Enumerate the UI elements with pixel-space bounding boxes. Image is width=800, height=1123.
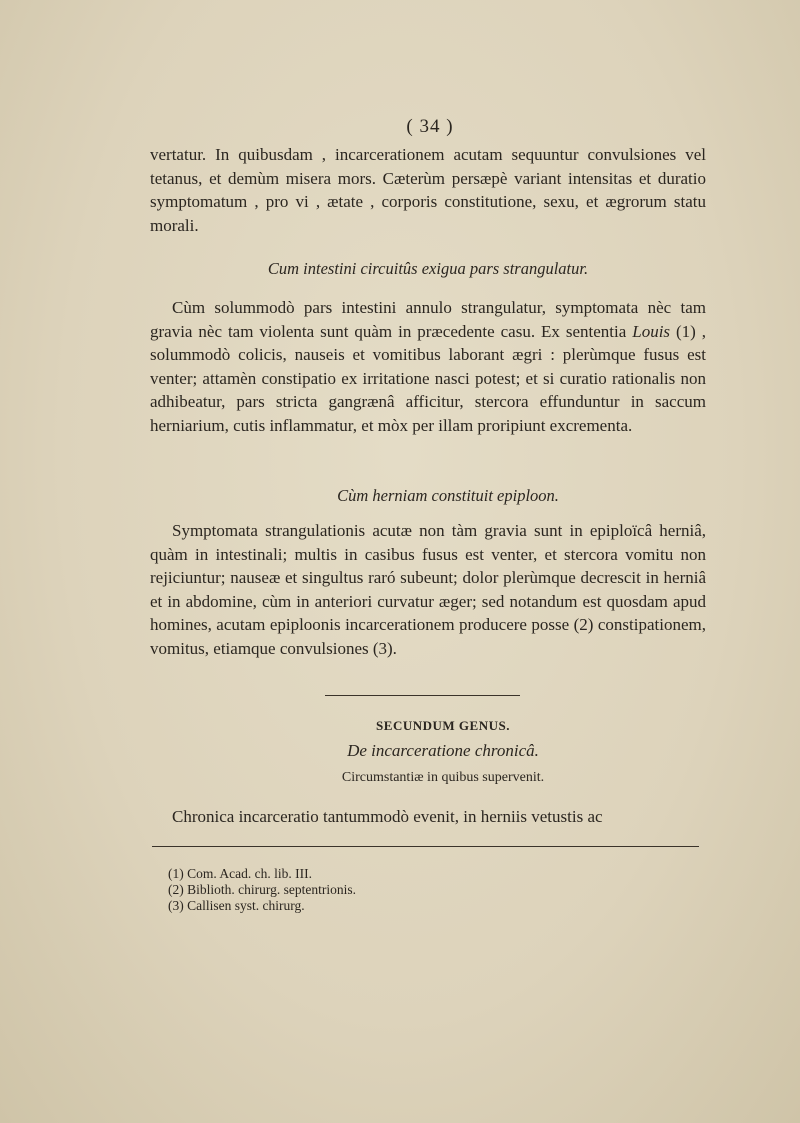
section-subtitle: De incarceratione chronicâ. (347, 741, 539, 760)
heading-2-block (150, 486, 706, 506)
section-title: SECUNDUM GENUS. (376, 718, 510, 733)
paragraph-4-block (150, 805, 706, 829)
paragraph-2-part-a: Cùm solummodò pars intestini annulo strangulatur, symptomata nèc tam gravia nèc tam violenta sunt quàm in præcedente casu. Ex sententia (150, 298, 706, 341)
heading-1-block (150, 259, 706, 279)
paragraph-3-block (150, 519, 706, 661)
heading-intestini: Cum intestini circuitûs exigua pars strangulatur. (267, 259, 589, 278)
paragraph-2-block (150, 296, 706, 438)
section-caption-block (150, 770, 706, 786)
paragraph-4: Chronica incarceratio tantummodò evenit, in herniis vetustis ac (172, 807, 603, 826)
paragraph-1-block (150, 143, 706, 237)
footnote-2: (2) Biblioth. chirurg. septentrionis. (168, 882, 356, 897)
author-louis: Louis (632, 321, 671, 341)
footnote-3: (3) Callisen syst. chirurg. (168, 898, 305, 913)
footnotes (168, 866, 356, 914)
footnote-1: (1) Com. Acad. ch. lib. III. (168, 866, 312, 881)
heading-epiploon: Cùm herniam constituit epiploon. (337, 486, 559, 505)
footnote-rule (152, 846, 699, 847)
section-divider (325, 695, 520, 696)
paragraph-2 (150, 296, 706, 438)
section-caption: Circumstantiæ in quibus supervenit. (341, 770, 545, 785)
section-subtitle-block (150, 741, 706, 761)
paragraph-2-part-b: (1) , solummodò colicis, nauseis et vomitibus laborant ægri : plerùmque fusus est venter; attamèn constipatio ex irritatione nasci potest; et si curatio rationalis non adhibeatur, pars stricta gangrænâ afficitur, stercora effunduntur in saccum herniarium, cutis inflammatur, et mòx per illam proripiunt excrementa. (150, 321, 706, 435)
page-number: ( 34 ) (406, 116, 454, 137)
paragraph-3: Symptomata strangulationis acutæ non tàm gravia sunt in epiploïcâ herniâ, quàm in intestinali; multis in casibus fusus est venter, et stercora vomitu non rejiciuntur; nauseæ et singultus raró subeunt; dolor plerùmque decrescit in herniâ et in abdomine, cùm in anteriori curvatur æger; sed notandum est quosdam apud homines, acutam epiploonis incarcerationem producere posse (2) constipationem, vomitus, etiamque convulsiones (3). (150, 521, 706, 658)
paragraph-1: vertatur. In quibusdam , incarcerationem acutam sequuntur convulsiones vel tetanus, et demùm misera mors. Cæterùm persæpè variant intensitas et duratio symptomatum , pro vi , ætate , corporis constitutione, sexu, et ægrorum statu morali. (150, 145, 706, 235)
section-title-block (150, 718, 706, 734)
